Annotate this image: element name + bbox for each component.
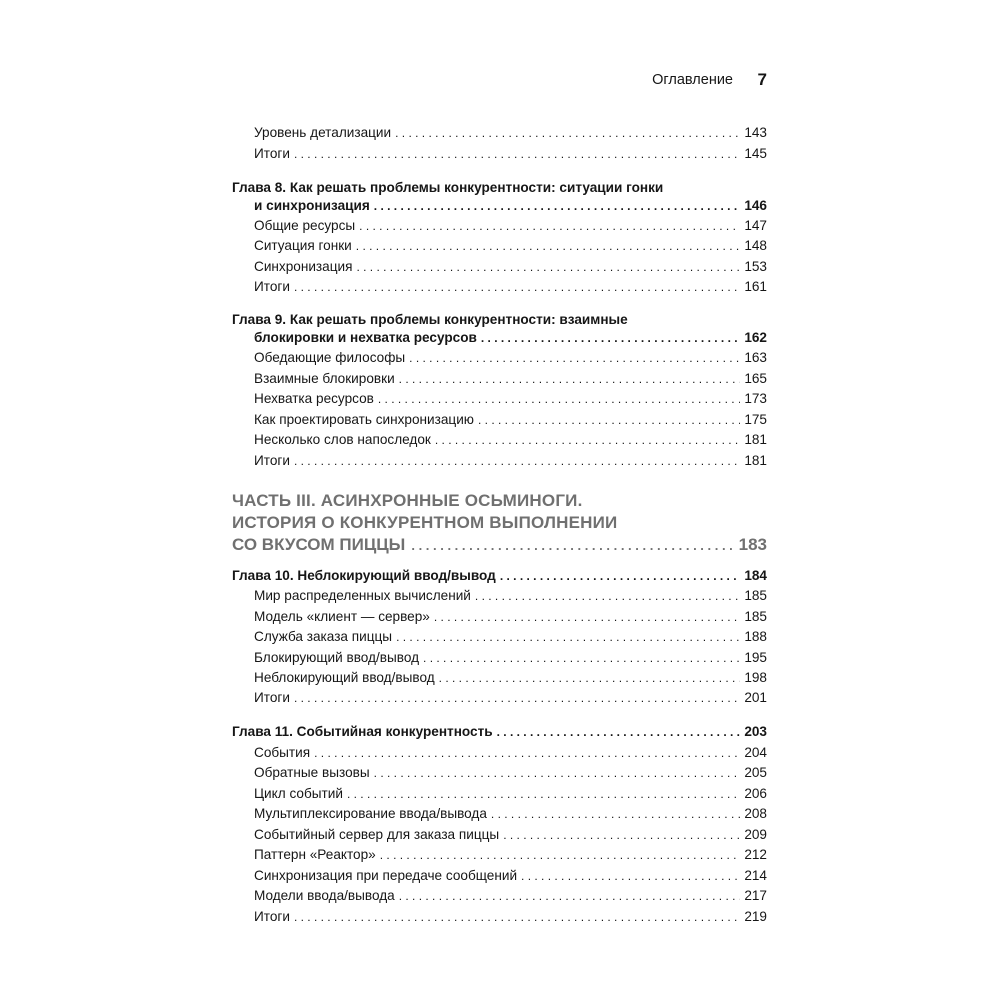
dot-leader (374, 763, 741, 783)
toc-entry[interactable] (254, 763, 767, 783)
dot-leader (409, 348, 740, 368)
header-title: Оглавление (652, 72, 733, 88)
toc-entry[interactable] (254, 586, 767, 606)
dot-leader (521, 866, 740, 886)
chapter-8-title-line2: и синхронизация (254, 198, 370, 213)
entry-page: 173 (744, 391, 767, 406)
entry-label: Синхронизация при передаче сообщений (254, 868, 518, 883)
chapter-11-heading[interactable] (232, 722, 767, 742)
toc-entry[interactable] (254, 123, 767, 143)
entry-label: Цикл событий (254, 786, 343, 801)
entry-page: 185 (744, 609, 767, 624)
dot-leader (481, 328, 740, 348)
toc-entry[interactable] (254, 607, 767, 627)
dot-leader (491, 804, 740, 824)
chapter-11-page: 203 (744, 724, 767, 739)
toc-entry[interactable] (254, 784, 767, 804)
chapter-8-heading[interactable] (254, 196, 767, 216)
chapter-9-title-line1[interactable]: Глава 9. Как решать проблемы конкурентности: взаимные (232, 312, 628, 327)
toc-entry[interactable] (254, 348, 767, 368)
part-3-heading[interactable] (232, 534, 767, 556)
dot-leader (497, 722, 741, 742)
chapter-10-page: 184 (744, 568, 767, 583)
toc-entry[interactable] (254, 389, 767, 409)
entry-label: Как проектировать синхронизацию (254, 412, 474, 427)
chapter-9-title-line2: блокировки и нехватка ресурсов (254, 330, 477, 345)
entry-label: Нехватка ресурсов (254, 391, 374, 406)
dot-leader (294, 688, 740, 708)
entry-page: 161 (744, 279, 767, 294)
chapter-11-title: Глава 11. Событийная конкурентность (232, 724, 493, 739)
dot-leader (395, 123, 740, 143)
entry-label: События (254, 745, 311, 760)
dot-leader (380, 845, 741, 865)
dot-leader (294, 277, 740, 297)
entry-label: Итоги (254, 146, 290, 161)
entry-label: Обратные вызовы (254, 765, 370, 780)
entry-page: 195 (744, 650, 767, 665)
entry-label: Итоги (254, 909, 290, 924)
chapter-9-page: 162 (744, 330, 767, 345)
dot-leader (294, 451, 740, 471)
toc-entry[interactable] (254, 410, 767, 430)
entry-page: 209 (744, 827, 767, 842)
dot-leader (314, 743, 740, 763)
dot-leader (347, 784, 740, 804)
toc-entry[interactable] (254, 144, 767, 164)
entry-label: Паттерн «Реактор» (254, 847, 376, 862)
entry-page: 181 (744, 453, 767, 468)
entry-label: Итоги (254, 279, 290, 294)
entry-page: 204 (744, 745, 767, 760)
entry-page: 206 (744, 786, 767, 801)
toc-entry[interactable] (254, 648, 767, 668)
dot-leader (374, 196, 741, 216)
entry-page: 147 (744, 218, 767, 233)
toc-entry[interactable] (254, 743, 767, 763)
entry-label: Ситуация гонки (254, 238, 352, 253)
toc-entry[interactable] (254, 866, 767, 886)
toc-entry[interactable] (254, 627, 767, 647)
toc-entry[interactable] (254, 430, 767, 450)
entry-page: 214 (744, 868, 767, 883)
dot-leader (294, 907, 740, 927)
entry-label: Уровень детализации (254, 125, 392, 140)
entry-label: Неблокирующий ввод/вывод (254, 670, 435, 685)
dot-leader (356, 236, 741, 256)
toc-entry[interactable] (254, 236, 767, 256)
entry-label: Итоги (254, 453, 290, 468)
entry-page: 153 (744, 259, 767, 274)
dot-leader (294, 144, 740, 164)
entry-label: Итоги (254, 690, 290, 705)
entry-page: 208 (744, 806, 767, 821)
entry-label: Событийный сервер для заказа пиццы (254, 827, 500, 842)
entry-page: 198 (744, 670, 767, 685)
entry-label: Синхронизация (254, 259, 353, 274)
dot-leader (359, 216, 740, 236)
entry-page: 201 (744, 690, 767, 705)
entry-label: Служба заказа пиццы (254, 629, 393, 644)
chapter-8-title-line1[interactable]: Глава 8. Как решать проблемы конкурентности: ситуации гонки (232, 180, 664, 195)
part-3-page: 183 (738, 535, 767, 554)
entry-label: Блокирующий ввод/вывод (254, 650, 420, 665)
entry-page: 185 (744, 588, 767, 603)
entry-page: 205 (744, 765, 767, 780)
entry-page: 219 (744, 909, 767, 924)
header-page-number: 7 (757, 70, 767, 89)
dot-leader (411, 535, 734, 557)
dot-leader (475, 586, 740, 606)
entry-label: Модели ввода/вывода (254, 888, 395, 903)
part-3-title-line2[interactable]: ИСТОРИЯ О КОНКУРЕНТНОМ ВЫПОЛНЕНИИ (232, 513, 618, 532)
dot-leader (435, 430, 740, 450)
toc-entry[interactable] (254, 216, 767, 236)
toc-entry[interactable] (254, 886, 767, 906)
toc-entry[interactable] (254, 845, 767, 865)
toc-entry[interactable] (254, 825, 767, 845)
entry-page: 175 (744, 412, 767, 427)
toc-entry[interactable] (254, 257, 767, 277)
entry-page: 181 (744, 432, 767, 447)
part-3-title-line1[interactable]: ЧАСТЬ III. АСИНХРОННЫЕ ОСЬМИНОГИ. (232, 491, 583, 510)
chapter-10-title: Глава 10. Неблокирующий ввод/вывод (232, 568, 496, 583)
dot-leader (399, 886, 741, 906)
chapter-8-page: 146 (744, 198, 767, 213)
entry-page: 217 (744, 888, 767, 903)
toc-entry[interactable] (254, 369, 767, 389)
dot-leader (434, 607, 740, 627)
entry-label: Несколько слов напоследок (254, 432, 431, 447)
toc-entry[interactable] (254, 907, 767, 927)
dot-leader (423, 648, 740, 668)
entry-label: Модель «клиент — сервер» (254, 609, 430, 624)
toc-entry[interactable] (254, 451, 767, 471)
toc-entry[interactable] (254, 277, 767, 297)
entry-page: 148 (744, 238, 767, 253)
entry-label: Обедающие философы (254, 350, 406, 365)
entry-page: 163 (744, 350, 767, 365)
dot-leader (478, 410, 740, 430)
entry-label: Взаимные блокировки (254, 371, 395, 386)
entry-page: 145 (744, 146, 767, 161)
entry-page: 165 (744, 371, 767, 386)
entry-label: Мир распределенных вычислений (254, 588, 471, 603)
dot-leader (378, 389, 740, 409)
entry-page: 212 (744, 847, 767, 862)
dot-leader (396, 627, 740, 647)
entry-page: 143 (744, 125, 767, 140)
entry-label: Мультиплексирование ввода/вывода (254, 806, 487, 821)
toc-entry[interactable] (254, 668, 767, 688)
part-3-title-line3: СО ВКУСОМ ПИЦЦЫ (232, 535, 406, 554)
entry-page: 188 (744, 629, 767, 644)
dot-leader (503, 825, 740, 845)
dot-leader (500, 566, 741, 586)
chapter-10-heading[interactable] (232, 566, 767, 586)
dot-leader (356, 257, 740, 277)
dot-leader (439, 668, 741, 688)
dot-leader (399, 369, 741, 389)
toc-entry[interactable] (254, 804, 767, 824)
chapter-9-heading[interactable] (254, 328, 767, 348)
toc-entry[interactable] (254, 688, 767, 708)
entry-label: Общие ресурсы (254, 218, 356, 233)
